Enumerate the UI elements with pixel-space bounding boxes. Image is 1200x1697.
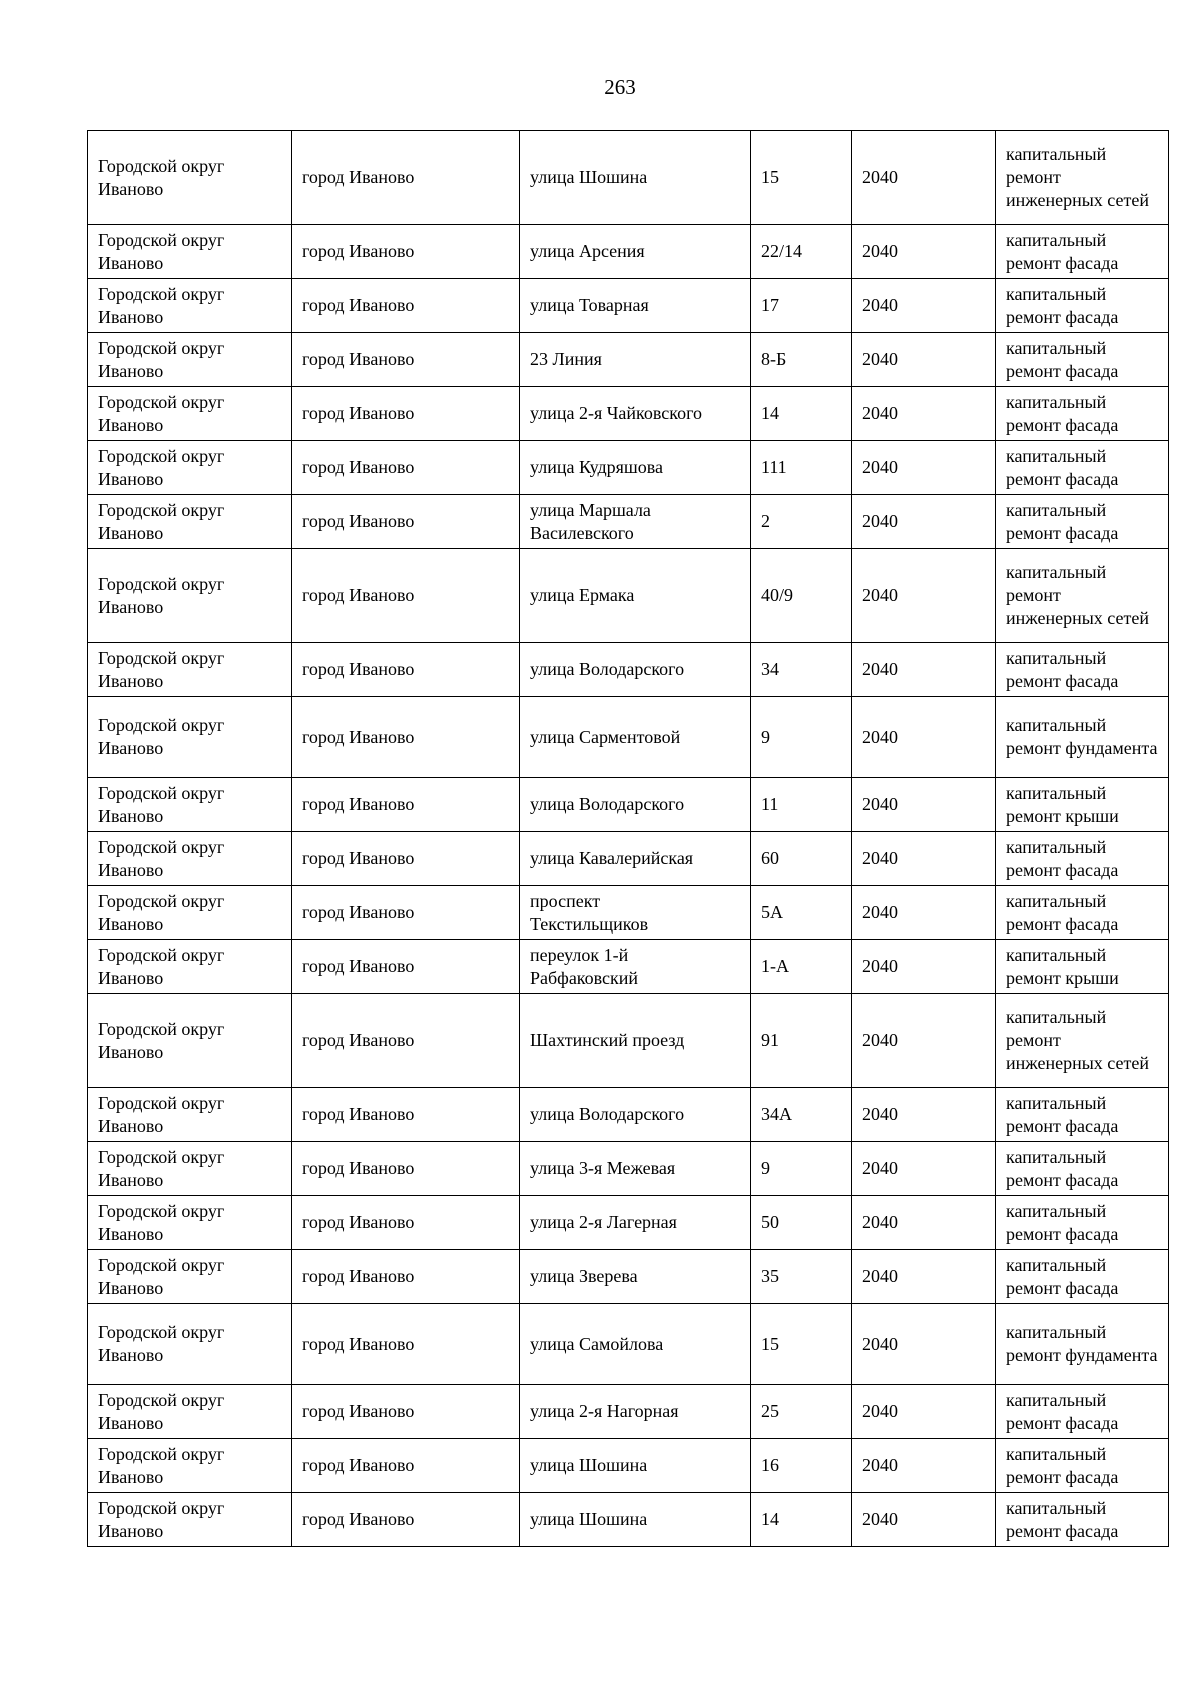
city-cell: город Иваново	[292, 1250, 520, 1304]
year-cell: 2040	[852, 778, 996, 832]
work-type-cell: капитальный ремонт фасада	[996, 1142, 1169, 1196]
table-row	[88, 387, 1169, 441]
table-row	[88, 1250, 1169, 1304]
district-cell: Городской округ Иваново	[88, 131, 292, 225]
work-type-cell: капитальный ремонт инженерных сетей	[996, 549, 1169, 643]
table-row	[88, 940, 1169, 994]
table-row	[88, 1493, 1169, 1547]
street-cell: Шахтинский проезд	[520, 994, 751, 1088]
district-cell: Городской округ Иваново	[88, 1493, 292, 1547]
city-cell: город Иваново	[292, 832, 520, 886]
work-type-cell: капитальный ремонт фасада	[996, 225, 1169, 279]
work-type-cell: капитальный ремонт фасада	[996, 886, 1169, 940]
street-cell: улица Кудряшова	[520, 441, 751, 495]
work-type-cell: капитальный ремонт фасада	[996, 495, 1169, 549]
street-cell: улица 2-я Лагерная	[520, 1196, 751, 1250]
table-row	[88, 994, 1169, 1088]
district-cell: Городской округ Иваново	[88, 994, 292, 1088]
year-cell: 2040	[852, 441, 996, 495]
district-cell: Городской округ Иваново	[88, 495, 292, 549]
city-cell: город Иваново	[292, 1196, 520, 1250]
house-number-cell: 11	[751, 778, 852, 832]
street-cell: улица Зверева	[520, 1250, 751, 1304]
year-cell: 2040	[852, 1142, 996, 1196]
house-number-cell: 14	[751, 1493, 852, 1547]
work-type-cell: капитальный ремонт фундамента	[996, 697, 1169, 778]
city-cell: город Иваново	[292, 387, 520, 441]
city-cell: город Иваново	[292, 1439, 520, 1493]
district-cell: Городской округ Иваново	[88, 1142, 292, 1196]
year-cell: 2040	[852, 333, 996, 387]
house-number-cell: 111	[751, 441, 852, 495]
street-cell: проспект Текстильщиков	[520, 886, 751, 940]
district-cell: Городской округ Иваново	[88, 940, 292, 994]
city-cell: город Иваново	[292, 333, 520, 387]
work-type-cell: капитальный ремонт крыши	[996, 940, 1169, 994]
repair-schedule-table	[87, 130, 1169, 1547]
district-cell: Городской округ Иваново	[88, 1304, 292, 1385]
street-cell: улица Маршала Василевского	[520, 495, 751, 549]
work-type-cell: капитальный ремонт фасада	[996, 1493, 1169, 1547]
work-type-cell: капитальный ремонт инженерных сетей	[996, 131, 1169, 225]
table-row	[88, 1385, 1169, 1439]
table-body	[88, 131, 1169, 1547]
work-type-cell: капитальный ремонт фасада	[996, 832, 1169, 886]
year-cell: 2040	[852, 1439, 996, 1493]
city-cell: город Иваново	[292, 1304, 520, 1385]
street-cell: улица Самойлова	[520, 1304, 751, 1385]
city-cell: город Иваново	[292, 994, 520, 1088]
house-number-cell: 14	[751, 387, 852, 441]
street-cell: улица 2-я Чайковского	[520, 387, 751, 441]
street-cell: улица 2-я Нагорная	[520, 1385, 751, 1439]
city-cell: город Иваново	[292, 697, 520, 778]
table-row	[88, 778, 1169, 832]
house-number-cell: 22/14	[751, 225, 852, 279]
district-cell: Городской округ Иваново	[88, 778, 292, 832]
district-cell: Городской округ Иваново	[88, 1088, 292, 1142]
district-cell: Городской округ Иваново	[88, 549, 292, 643]
work-type-cell: капитальный ремонт фасада	[996, 1250, 1169, 1304]
street-cell: улица Володарского	[520, 1088, 751, 1142]
house-number-cell: 50	[751, 1196, 852, 1250]
year-cell: 2040	[852, 940, 996, 994]
district-cell: Городской округ Иваново	[88, 441, 292, 495]
table-row	[88, 1142, 1169, 1196]
table-row	[88, 697, 1169, 778]
district-cell: Городской округ Иваново	[88, 279, 292, 333]
year-cell: 2040	[852, 1250, 996, 1304]
year-cell: 2040	[852, 495, 996, 549]
table-row	[88, 333, 1169, 387]
district-cell: Городской округ Иваново	[88, 1250, 292, 1304]
street-cell: улица 3-я Межевая	[520, 1142, 751, 1196]
table-row	[88, 1439, 1169, 1493]
house-number-cell: 35	[751, 1250, 852, 1304]
house-number-cell: 34А	[751, 1088, 852, 1142]
work-type-cell: капитальный ремонт крыши	[996, 778, 1169, 832]
city-cell: город Иваново	[292, 1493, 520, 1547]
year-cell: 2040	[852, 1196, 996, 1250]
work-type-cell: капитальный ремонт фасада	[996, 1196, 1169, 1250]
house-number-cell: 1-А	[751, 940, 852, 994]
street-cell: переулок 1-й Рабфаковский	[520, 940, 751, 994]
work-type-cell: капитальный ремонт инженерных сетей	[996, 994, 1169, 1088]
house-number-cell: 9	[751, 1142, 852, 1196]
year-cell: 2040	[852, 225, 996, 279]
year-cell: 2040	[852, 643, 996, 697]
street-cell: улица Володарского	[520, 643, 751, 697]
table-row	[88, 279, 1169, 333]
house-number-cell: 60	[751, 832, 852, 886]
work-type-cell: капитальный ремонт фасада	[996, 1088, 1169, 1142]
house-number-cell: 16	[751, 1439, 852, 1493]
year-cell: 2040	[852, 549, 996, 643]
year-cell: 2040	[852, 1493, 996, 1547]
street-cell: 23 Линия	[520, 333, 751, 387]
street-cell: улица Арсения	[520, 225, 751, 279]
year-cell: 2040	[852, 994, 996, 1088]
year-cell: 2040	[852, 1088, 996, 1142]
district-cell: Городской округ Иваново	[88, 387, 292, 441]
house-number-cell: 15	[751, 1304, 852, 1385]
work-type-cell: капитальный ремонт фасада	[996, 1439, 1169, 1493]
year-cell: 2040	[852, 131, 996, 225]
house-number-cell: 25	[751, 1385, 852, 1439]
table-row	[88, 1304, 1169, 1385]
district-cell: Городской округ Иваново	[88, 1385, 292, 1439]
table-row	[88, 886, 1169, 940]
city-cell: город Иваново	[292, 225, 520, 279]
street-cell: улица Товарная	[520, 279, 751, 333]
table-row	[88, 832, 1169, 886]
work-type-cell: капитальный ремонт фасада	[996, 279, 1169, 333]
street-cell: улица Ермака	[520, 549, 751, 643]
table-row	[88, 441, 1169, 495]
work-type-cell: капитальный ремонт фасада	[996, 333, 1169, 387]
house-number-cell: 2	[751, 495, 852, 549]
year-cell: 2040	[852, 387, 996, 441]
year-cell: 2040	[852, 886, 996, 940]
table-row	[88, 1088, 1169, 1142]
district-cell: Городской округ Иваново	[88, 225, 292, 279]
table-row	[88, 549, 1169, 643]
house-number-cell: 34	[751, 643, 852, 697]
table-row	[88, 225, 1169, 279]
city-cell: город Иваново	[292, 1088, 520, 1142]
city-cell: город Иваново	[292, 886, 520, 940]
district-cell: Городской округ Иваново	[88, 1439, 292, 1493]
work-type-cell: капитальный ремонт фасада	[996, 643, 1169, 697]
street-cell: улица Кавалерийская	[520, 832, 751, 886]
district-cell: Городской округ Иваново	[88, 697, 292, 778]
city-cell: город Иваново	[292, 1385, 520, 1439]
district-cell: Городской округ Иваново	[88, 832, 292, 886]
year-cell: 2040	[852, 1385, 996, 1439]
street-cell: улица Володарского	[520, 778, 751, 832]
work-type-cell: капитальный ремонт фасада	[996, 441, 1169, 495]
year-cell: 2040	[852, 279, 996, 333]
district-cell: Городской округ Иваново	[88, 333, 292, 387]
house-number-cell: 5А	[751, 886, 852, 940]
city-cell: город Иваново	[292, 778, 520, 832]
work-type-cell: капитальный ремонт фасада	[996, 1385, 1169, 1439]
district-cell: Городской округ Иваново	[88, 1196, 292, 1250]
city-cell: город Иваново	[292, 441, 520, 495]
city-cell: город Иваново	[292, 643, 520, 697]
page-number: 263	[604, 75, 636, 99]
table-row	[88, 643, 1169, 697]
house-number-cell: 9	[751, 697, 852, 778]
city-cell: город Иваново	[292, 940, 520, 994]
city-cell: город Иваново	[292, 131, 520, 225]
work-type-cell: капитальный ремонт фасада	[996, 387, 1169, 441]
city-cell: город Иваново	[292, 279, 520, 333]
table-row	[88, 495, 1169, 549]
street-cell: улица Шошина	[520, 1493, 751, 1547]
city-cell: город Иваново	[292, 549, 520, 643]
street-cell: улица Шошина	[520, 1439, 751, 1493]
district-cell: Городской округ Иваново	[88, 643, 292, 697]
street-cell: улица Шошина	[520, 131, 751, 225]
house-number-cell: 8-Б	[751, 333, 852, 387]
work-type-cell: капитальный ремонт фундамента	[996, 1304, 1169, 1385]
year-cell: 2040	[852, 832, 996, 886]
house-number-cell: 40/9	[751, 549, 852, 643]
table-row	[88, 1196, 1169, 1250]
year-cell: 2040	[852, 697, 996, 778]
house-number-cell: 15	[751, 131, 852, 225]
house-number-cell: 91	[751, 994, 852, 1088]
house-number-cell: 17	[751, 279, 852, 333]
table-row	[88, 131, 1169, 225]
year-cell: 2040	[852, 1304, 996, 1385]
street-cell: улица Сарментовой	[520, 697, 751, 778]
city-cell: город Иваново	[292, 1142, 520, 1196]
district-cell: Городской округ Иваново	[88, 886, 292, 940]
city-cell: город Иваново	[292, 495, 520, 549]
